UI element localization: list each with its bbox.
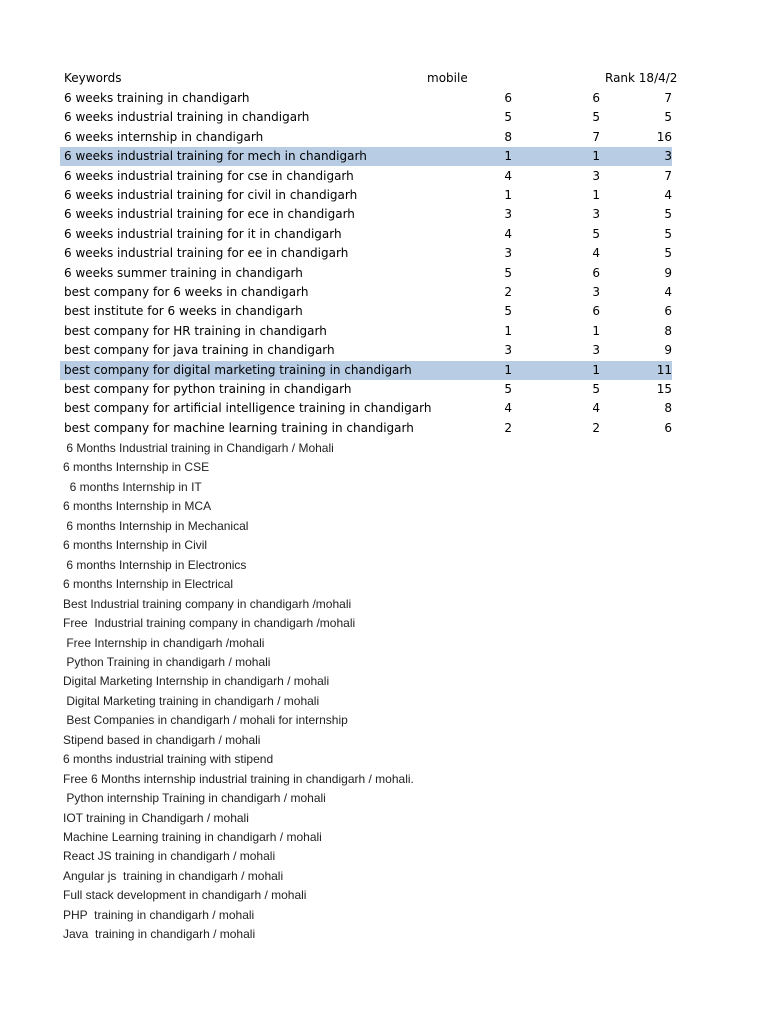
keyword-row (60, 225, 672, 244)
keyword-cell: 6 weeks training in chandigarh (64, 91, 250, 105)
keyword-cell: 6 weeks industrial training for civil in chandigarh (64, 188, 358, 202)
rank-cell: 5 (592, 110, 600, 124)
keyword-cell: best company for HR training in chandigarh (64, 324, 327, 338)
rank-date-cell: 7 (664, 91, 672, 105)
mobile-rank-cell: 2 (504, 285, 512, 299)
mobile-rank-cell: 1 (504, 149, 512, 163)
keyword-row (60, 128, 672, 147)
keyword-cell: best company for 6 weeks in chandigarh (64, 285, 309, 299)
keyword-list-item: 6 months Internship in Electrical (63, 577, 234, 591)
keyword-list-item: IOT training in Chandigarh / mohali (63, 811, 249, 825)
keyword-row (60, 322, 672, 341)
rank-date-cell: 5 (664, 207, 672, 221)
keyword-cell: 6 weeks industrial training in chandigarh (64, 110, 310, 124)
rank-date-cell: 7 (664, 169, 672, 183)
mobile-rank-cell: 5 (504, 304, 512, 318)
rank-date-cell: 6 (664, 304, 672, 318)
keyword-row (60, 361, 672, 380)
keywords-header: Keywords (64, 71, 122, 85)
rank-cell: 2 (592, 421, 600, 435)
keyword-row (60, 108, 672, 127)
mobile-rank-cell: 1 (504, 324, 512, 338)
keyword-row (60, 283, 672, 302)
rank-cell: 6 (592, 304, 600, 318)
keyword-list-item: Python internship Training in chandigarh / mohali (63, 791, 326, 805)
rank-cell: 1 (592, 149, 600, 163)
keyword-cell: 6 weeks industrial training for cse in chandigarh (64, 169, 354, 183)
keyword-list-item: Full stack development in chandigarh / mohali (63, 888, 307, 902)
rank-date-cell: 4 (664, 285, 672, 299)
keyword-cell: best company for java training in chandigarh (64, 343, 335, 357)
rank-date-cell: 3 (664, 149, 672, 163)
keyword-list-item: Stipend based in chandigarh / mohali (63, 733, 261, 747)
rank-cell: 6 (592, 266, 600, 280)
keyword-cell: 6 weeks industrial training for ee in chandigarh (64, 246, 349, 260)
keyword-cell: 6 weeks industrial training for it in chandigarh (64, 227, 342, 241)
mobile-rank-cell: 3 (504, 246, 512, 260)
keyword-list-item: 6 months Internship in IT (63, 480, 202, 494)
mobile-rank-cell: 8 (504, 130, 512, 144)
keyword-row (60, 205, 672, 224)
mobile-rank-cell: 1 (504, 363, 512, 377)
mobile-rank-cell: 5 (504, 382, 512, 396)
keyword-row (60, 341, 672, 360)
rank-date-cell: 9 (664, 266, 672, 280)
keyword-cell: best company for artificial intelligence training in chandigarh (64, 401, 432, 415)
keyword-list-item: Java training in chandigarh / mohali (63, 927, 256, 941)
rank-cell: 3 (592, 285, 600, 299)
mobile-rank-cell: 4 (504, 401, 512, 415)
rank-cell: 5 (592, 382, 600, 396)
rank-date-cell: 11 (656, 363, 672, 377)
rank-cell: 3 (592, 169, 600, 183)
keyword-list-item: 6 months Internship in Mechanical (63, 519, 249, 533)
mobile-rank-cell: 4 (504, 169, 512, 183)
rank-cell: 3 (592, 207, 600, 221)
keyword-list-item: Machine Learning training in chandigarh / mohali (63, 830, 322, 844)
keyword-cell: best institute for 6 weeks in chandigarh (64, 304, 303, 318)
rank-cell: 6 (592, 91, 600, 105)
keyword-cell: 6 weeks summer training in chandigarh (64, 266, 303, 280)
mobile-header: mobile (427, 71, 468, 85)
keyword-row (60, 147, 672, 166)
mobile-rank-cell: 4 (504, 227, 512, 241)
keyword-row (60, 89, 672, 108)
keyword-list-item: Free Internship in chandigarh /mohali (63, 636, 265, 650)
mobile-rank-cell: 5 (504, 110, 512, 124)
rank-date-cell: 5 (664, 110, 672, 124)
mobile-rank-cell: 2 (504, 421, 512, 435)
mobile-rank-cell: 1 (504, 188, 512, 202)
keyword-row (60, 244, 672, 263)
rank-date-cell: 9 (664, 343, 672, 357)
keyword-list-item: 6 months Internship in Civil (63, 538, 208, 552)
rank-date-cell: 5 (664, 227, 672, 241)
keyword-row (60, 419, 672, 438)
keyword-row (60, 399, 672, 418)
mobile-rank-cell: 3 (504, 207, 512, 221)
rank-cell: 3 (592, 343, 600, 357)
keyword-row (60, 186, 672, 205)
rank-cell: 5 (592, 227, 600, 241)
rank-date-cell: 6 (664, 421, 672, 435)
keyword-cell: 6 weeks internship in chandigarh (64, 130, 264, 144)
rank-date-cell: 8 (664, 401, 672, 415)
mobile-rank-cell: 5 (504, 266, 512, 280)
keyword-row (60, 264, 672, 283)
rank-cell: 4 (592, 401, 600, 415)
mobile-rank-cell: 3 (504, 343, 512, 357)
rank-cell: 1 (592, 363, 600, 377)
rank-cell: 1 (592, 324, 600, 338)
keyword-list-item: Free Industrial training company in chandigarh /mohali (63, 616, 356, 630)
keyword-list-item: Digital Marketing Internship in chandigarh / mohali (63, 674, 330, 688)
keyword-cell: 6 weeks industrial training for ece in chandigarh (64, 207, 355, 221)
keyword-list-item: Angular js training in chandigarh / mohali (63, 869, 284, 883)
keyword-list-item: 6 months Internship in MCA (63, 499, 212, 513)
keyword-list-item: React JS training in chandigarh / mohali (63, 849, 276, 863)
keyword-cell: best company for machine learning training in chandigarh (64, 421, 414, 435)
rank-date-cell: 4 (664, 188, 672, 202)
keyword-list-item: 6 Months Industrial training in Chandigarh / Mohali (63, 441, 334, 455)
rank-cell: 7 (592, 130, 600, 144)
rank-date-cell: 16 (656, 130, 672, 144)
keyword-list-item: 6 months Internship in Electronics (63, 558, 247, 572)
keyword-list-item: Free 6 Months internship industrial training in chandigarh / mohali. (63, 772, 414, 786)
rank-date-cell: 5 (664, 246, 672, 260)
rank-date-cell: 15 (656, 382, 672, 396)
rank-cell: 1 (592, 188, 600, 202)
keyword-cell: best company for digital marketing training in chandigarh (64, 363, 412, 377)
keyword-list-item: Best Companies in chandigarh / mohali for internship (63, 713, 348, 727)
keyword-row (60, 380, 672, 399)
keyword-cell: best company for python training in chandigarh (64, 382, 352, 396)
rank-date-cell: 8 (664, 324, 672, 338)
rank-header: Rank 18/4/2 (605, 71, 678, 85)
keyword-list-item: 6 months Internship in CSE (63, 460, 210, 474)
keyword-row (60, 167, 672, 186)
keyword-list-item: Best Industrial training company in chandigarh /mohali (63, 597, 352, 611)
rank-cell: 4 (592, 246, 600, 260)
header-row (60, 69, 678, 88)
mobile-rank-cell: 6 (504, 91, 512, 105)
keyword-list-item: Python Training in chandigarh / mohali (63, 655, 271, 669)
keyword-list-item: 6 months industrial training with stipend (63, 752, 274, 766)
keyword-cell: 6 weeks industrial training for mech in chandigarh (64, 149, 367, 163)
keyword-list-item: PHP training in chandigarh / mohali (63, 908, 255, 922)
keyword-list-item: Digital Marketing training in chandigarh / mohali (63, 694, 320, 708)
keyword-row (60, 302, 672, 321)
